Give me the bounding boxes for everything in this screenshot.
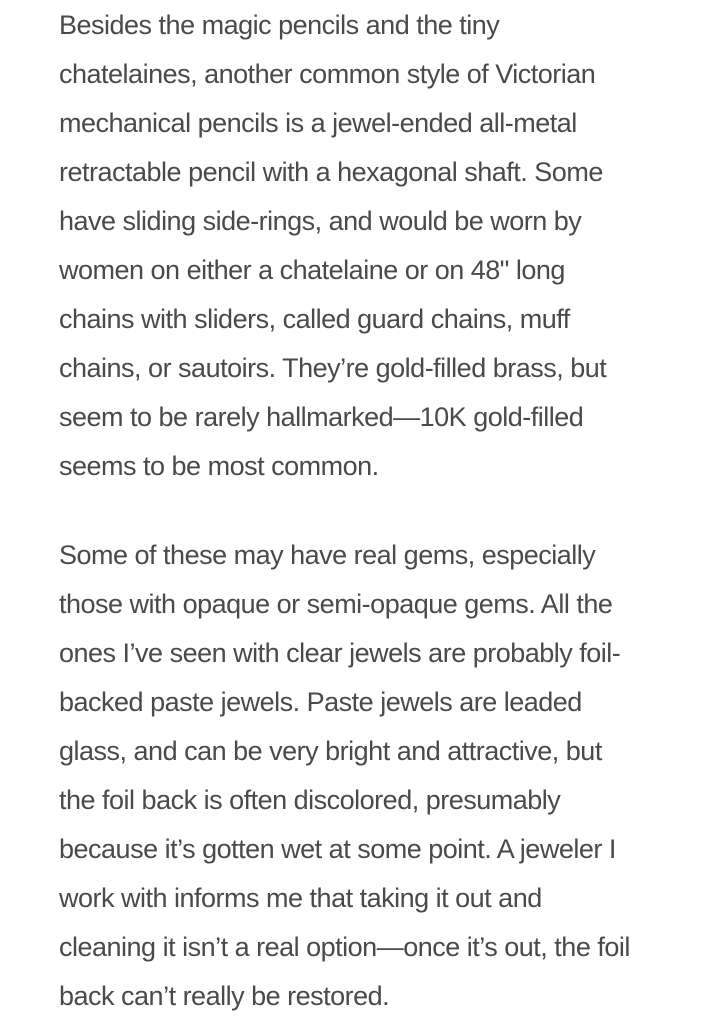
- paragraph-victorian-pencils: [59, 0, 699, 491]
- text-line: chatelaines, another common style of Victorian: [59, 59, 596, 89]
- text-line: back can’t really be restored.: [59, 981, 390, 1011]
- text-line: backed paste jewels. Paste jewels are leaded: [59, 687, 582, 717]
- text-line: those with opaque or semi-opaque gems. All the: [59, 589, 613, 619]
- text-line: mechanical pencils is a jewel-ended all-metal: [59, 108, 577, 138]
- text-line: women on either a chatelaine or on 48" long: [59, 255, 565, 285]
- text-line: seem to be rarely hallmarked—10K gold-filled: [59, 402, 584, 432]
- text-line: because it’s gotten wet at some point. A jeweler I: [59, 834, 616, 864]
- text-line: cleaning it isn’t a real option—once it’s out, the foil: [59, 932, 630, 962]
- article-body: [59, 0, 699, 1021]
- text-line: chains with sliders, called guard chains, muff: [59, 304, 570, 334]
- text-line: chains, or sautoirs. They’re gold-filled brass, but: [59, 353, 607, 383]
- text-line: the foil back is often discolored, presumably: [59, 785, 561, 815]
- paragraph-paste-jewels: [59, 531, 699, 1021]
- text-line: have sliding side-rings, and would be worn by: [59, 206, 582, 236]
- text-line: retractable pencil with a hexagonal shaft. Some: [59, 157, 603, 187]
- text-line: ones I’ve seen with clear jewels are probably foil-: [59, 638, 621, 668]
- text-line: glass, and can be very bright and attractive, but: [59, 736, 602, 766]
- text-line: work with informs me that taking it out and: [59, 883, 542, 913]
- text-line: Some of these may have real gems, especially: [59, 540, 596, 570]
- text-line: seems to be most common.: [59, 451, 379, 481]
- text-line: Besides the magic pencils and the tiny: [59, 10, 500, 40]
